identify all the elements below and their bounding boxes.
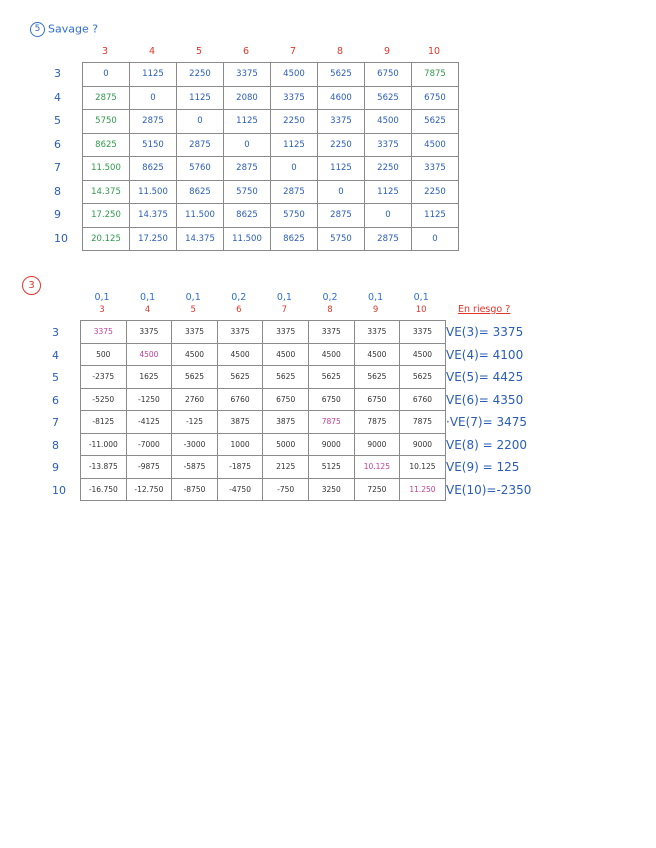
table-cell: 5625 — [308, 366, 354, 389]
table-row — [83, 86, 459, 110]
table-cell: 3875 — [217, 411, 263, 434]
column-header: 4 — [144, 305, 151, 315]
table-cell: 5150 — [130, 133, 177, 157]
table-cell: 6750 — [354, 388, 400, 411]
row-header: 4 — [54, 90, 61, 104]
table-cell: 0 — [83, 63, 130, 87]
column-header: 9 — [383, 46, 391, 57]
table-cell: 11.500 — [83, 157, 130, 181]
table-cell: 20.125 — [83, 227, 130, 251]
regret-matrix — [82, 62, 459, 251]
row-header: 3 — [54, 67, 61, 80]
table-cell: 3375 — [400, 321, 446, 344]
table-cell: 0 — [224, 133, 271, 157]
row-header: 6 — [54, 137, 61, 151]
table-cell: 5125 — [308, 456, 354, 479]
section1-title — [30, 22, 98, 37]
table-cell: 14.375 — [130, 204, 177, 228]
row-header: 8 — [52, 438, 59, 452]
table-cell: 2250 — [412, 180, 459, 204]
section1-title-text: Savage ? — [48, 22, 99, 36]
table-cell: 0 — [177, 110, 224, 134]
table-cell: 14.375 — [83, 180, 130, 204]
table-cell: 2875 — [224, 157, 271, 181]
table-cell: 1125 — [271, 133, 318, 157]
row-header: 10 — [54, 231, 68, 245]
table-cell: 5625 — [365, 86, 412, 110]
column-header: 7 — [281, 305, 288, 315]
table-cell: 2250 — [177, 63, 224, 87]
table-cell: 3375 — [172, 321, 218, 344]
table-cell: 5625 — [172, 366, 218, 389]
table-cell: 5760 — [177, 157, 224, 181]
table-cell: 3375 — [126, 321, 172, 344]
table-cell: 2875 — [318, 204, 365, 228]
table-row — [83, 157, 459, 181]
table-cell: 11.500 — [177, 204, 224, 228]
table-cell: 5750 — [318, 227, 365, 251]
row-header: 3 — [52, 326, 59, 339]
column-header: 10 — [415, 305, 427, 315]
table-cell: 11.250 — [400, 478, 446, 501]
table-cell: 3375 — [217, 321, 263, 344]
column-header: 4 — [148, 46, 156, 57]
table-cell: 4500 — [263, 343, 309, 366]
expected-value: VE(5)= 4425 — [446, 370, 524, 384]
table-row — [81, 411, 446, 434]
table-cell: 3375 — [271, 86, 318, 110]
table-cell: 4500 — [308, 343, 354, 366]
table-cell: -12.750 — [126, 478, 172, 501]
table-cell: 3375 — [308, 321, 354, 344]
table-row — [81, 388, 446, 411]
expected-value: VE(4)= 4100 — [446, 347, 524, 362]
table-cell: 4500 — [412, 133, 459, 157]
table-cell: -9875 — [126, 456, 172, 479]
table-row — [83, 133, 459, 157]
table-cell: -1875 — [217, 456, 263, 479]
row-header: 7 — [52, 416, 59, 429]
section2-number: 3 — [22, 276, 41, 295]
table-cell: 3375 — [365, 133, 412, 157]
table-cell: -3000 — [172, 433, 218, 456]
table-cell: 9000 — [308, 433, 354, 456]
table-cell: 5625 — [217, 366, 263, 389]
table-cell: 9000 — [400, 433, 446, 456]
table-cell: -1250 — [126, 388, 172, 411]
table-cell: -13.875 — [81, 456, 127, 479]
table-cell: 11.500 — [224, 227, 271, 251]
table-cell: 4500 — [354, 343, 400, 366]
table-cell: -4750 — [217, 478, 263, 501]
probability-label: 0,1 — [94, 292, 110, 303]
column-header: 10 — [427, 46, 441, 57]
row-header: 10 — [52, 483, 66, 497]
table-cell: 1125 — [130, 63, 177, 87]
table-cell: -2375 — [81, 366, 127, 389]
row-header: 4 — [52, 348, 59, 362]
en-riesgo-label: En riesgo ? — [458, 304, 511, 315]
table-cell: 11.500 — [130, 180, 177, 204]
column-header: 8 — [327, 305, 333, 315]
table-cell: -8125 — [81, 411, 127, 434]
table-cell: 5625 — [400, 366, 446, 389]
expected-value: VE(3)= 3375 — [446, 325, 524, 339]
table-cell: 3875 — [263, 411, 309, 434]
probability-label: 0,1 — [276, 292, 292, 303]
table-cell: 6760 — [400, 388, 446, 411]
table-cell: 5625 — [354, 366, 400, 389]
table-cell: 1125 — [365, 180, 412, 204]
table-cell: 7875 — [412, 63, 459, 87]
table-cell: 2875 — [83, 86, 130, 110]
table-cell: 5750 — [271, 204, 318, 228]
table-cell: 8625 — [271, 227, 318, 251]
table-cell: 3375 — [354, 321, 400, 344]
table-cell: -5250 — [81, 388, 127, 411]
table-cell: 3375 — [263, 321, 309, 344]
table-cell: 8625 — [224, 204, 271, 228]
expected-value: VE(8) = 2200 — [446, 437, 528, 452]
column-header: 5 — [195, 46, 203, 57]
table-cell: 6750 — [263, 388, 309, 411]
table-cell: -8750 — [172, 478, 218, 501]
table-row — [81, 456, 446, 479]
table-cell: -7000 — [126, 433, 172, 456]
table-row — [83, 180, 459, 204]
table-cell: 2250 — [318, 133, 365, 157]
table-cell: 3375 — [412, 157, 459, 181]
table-cell: 0 — [318, 180, 365, 204]
table-cell: 1125 — [318, 157, 365, 181]
table-cell: 6750 — [308, 388, 354, 411]
column-header: 6 — [242, 46, 250, 57]
table-cell: 14.375 — [177, 227, 224, 251]
table-cell: 5750 — [83, 110, 130, 134]
column-header: 3 — [101, 46, 109, 57]
table-cell: 4500 — [126, 343, 172, 366]
probability-label: 0,1 — [185, 292, 201, 303]
table-row — [81, 433, 446, 456]
column-header: 6 — [236, 305, 242, 315]
table-row — [81, 343, 446, 366]
table-cell: 8625 — [83, 133, 130, 157]
table-cell: 17.250 — [83, 204, 130, 228]
table-row — [81, 321, 446, 344]
payoff-matrix — [80, 320, 446, 501]
expected-value: VE(6)= 4350 — [446, 392, 524, 407]
table-cell: 0 — [271, 157, 318, 181]
table-cell: 2080 — [224, 86, 271, 110]
table-row — [83, 63, 459, 87]
table-cell: 2125 — [263, 456, 309, 479]
probability-label: 0,1 — [368, 292, 384, 303]
table-cell: 3375 — [81, 321, 127, 344]
probability-label: 0,1 — [140, 292, 156, 303]
expected-value: VE(10)=-2350 — [446, 482, 532, 497]
table-cell: 6750 — [412, 86, 459, 110]
column-header: 8 — [336, 46, 344, 57]
table-cell: 2875 — [365, 227, 412, 251]
table-cell: 3375 — [318, 110, 365, 134]
table-cell: 5625 — [412, 110, 459, 134]
table-cell: 5625 — [318, 63, 365, 87]
table-cell: 0 — [365, 204, 412, 228]
table-cell: 0 — [130, 86, 177, 110]
table-cell: -4125 — [126, 411, 172, 434]
row-header: 9 — [52, 461, 59, 474]
column-header: 9 — [372, 305, 379, 315]
table-cell: 2875 — [271, 180, 318, 204]
table-cell: 9000 — [354, 433, 400, 456]
row-header: 5 — [54, 114, 61, 127]
table-cell: 3250 — [308, 478, 354, 501]
table-cell: 3375 — [224, 63, 271, 87]
table-cell: 2875 — [130, 110, 177, 134]
table-cell: 4500 — [271, 63, 318, 87]
table-cell: 10.125 — [354, 456, 400, 479]
row-header: 9 — [54, 208, 61, 221]
table-cell: 7875 — [308, 411, 354, 434]
table-cell: 2250 — [365, 157, 412, 181]
table-cell: -125 — [172, 411, 218, 434]
expected-value: ·VE(7)= 3475 — [446, 415, 528, 429]
table-cell: 8625 — [177, 180, 224, 204]
table-cell: 7250 — [354, 478, 400, 501]
table-cell: 500 — [81, 343, 127, 366]
table-row — [83, 110, 459, 134]
row-header: 6 — [52, 393, 59, 407]
probability-label: 0,2 — [231, 292, 247, 303]
row-header: 7 — [54, 161, 61, 174]
table-cell: 4500 — [400, 343, 446, 366]
table-cell: 1125 — [412, 204, 459, 228]
table-cell: 4500 — [365, 110, 412, 134]
table-cell: 1625 — [126, 366, 172, 389]
table-cell: 2250 — [271, 110, 318, 134]
table-cell: 7875 — [400, 411, 446, 434]
probability-label: 0,2 — [322, 292, 338, 303]
column-header: 7 — [289, 46, 297, 57]
table-row — [83, 227, 459, 251]
table-row — [83, 204, 459, 228]
table-cell: 1125 — [224, 110, 271, 134]
table-cell: 7875 — [354, 411, 400, 434]
table-cell: 4500 — [172, 343, 218, 366]
table-cell: -16.750 — [81, 478, 127, 501]
row-header: 5 — [52, 371, 59, 384]
row-header: 8 — [54, 184, 61, 198]
table-cell: 8625 — [130, 157, 177, 181]
table-cell: 5000 — [263, 433, 309, 456]
table-cell: 5750 — [224, 180, 271, 204]
table-cell: 1125 — [177, 86, 224, 110]
table-cell: 2760 — [172, 388, 218, 411]
table-cell: 4500 — [217, 343, 263, 366]
column-header: 5 — [190, 305, 196, 315]
column-header: 3 — [99, 305, 105, 315]
table-cell: 4600 — [318, 86, 365, 110]
table-cell: -750 — [263, 478, 309, 501]
probability-label: 0,1 — [413, 292, 429, 303]
table-cell: -5875 — [172, 456, 218, 479]
table-cell: 1000 — [217, 433, 263, 456]
table-cell: 6750 — [365, 63, 412, 87]
table-cell: 5625 — [263, 366, 309, 389]
table-cell: 17.250 — [130, 227, 177, 251]
expected-value: VE(9) = 125 — [446, 460, 520, 474]
table-cell: -11.000 — [81, 433, 127, 456]
table-cell: 2875 — [177, 133, 224, 157]
table-cell: 10.125 — [400, 456, 446, 479]
table-row — [81, 366, 446, 389]
table-cell: 6760 — [217, 388, 263, 411]
table-cell: 0 — [412, 227, 459, 251]
section1-number: 5 — [30, 22, 45, 37]
table-row — [81, 478, 446, 501]
